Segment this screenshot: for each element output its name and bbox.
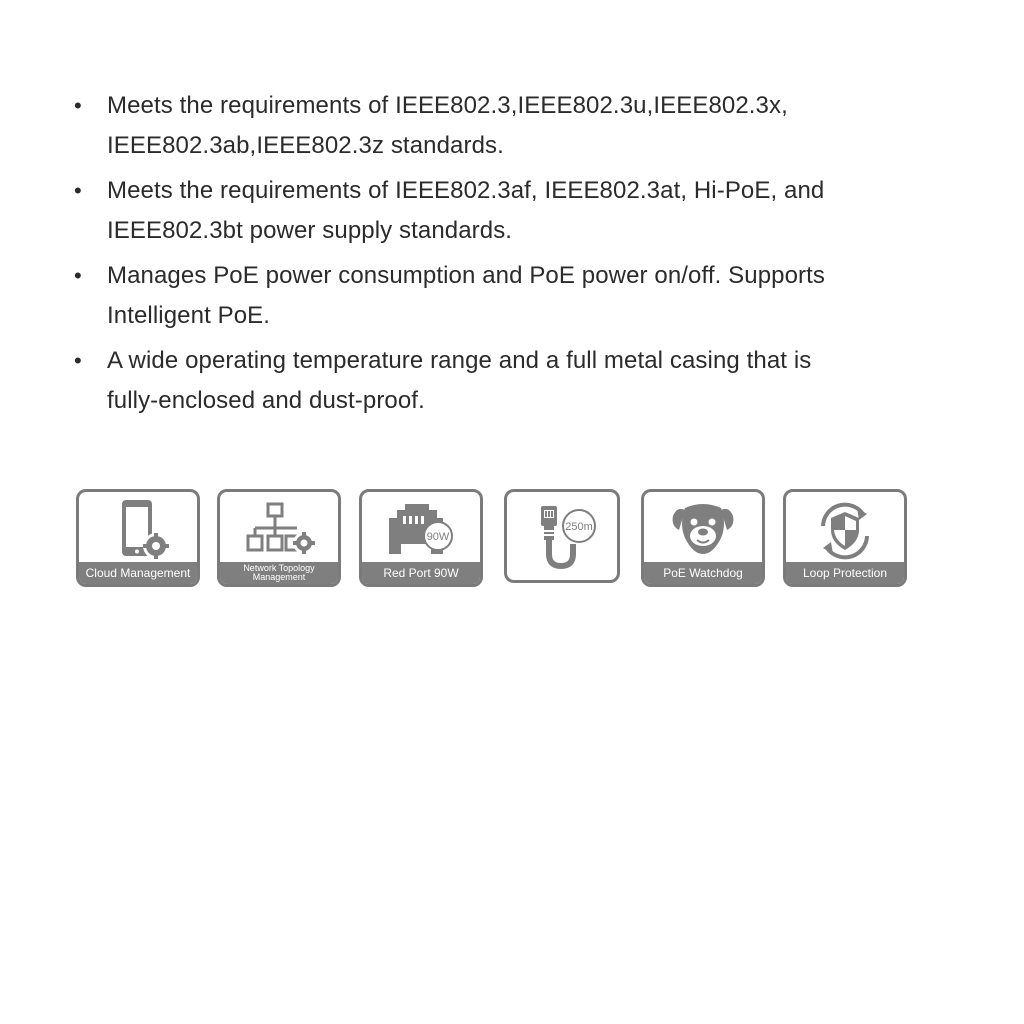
port-wattage: 90W xyxy=(426,531,450,543)
network-topology-icon xyxy=(220,496,338,568)
feature-list xyxy=(70,86,930,426)
badge-label-line: Management xyxy=(252,572,306,582)
badge-network-topology xyxy=(217,489,341,587)
badge-poe-watchdog xyxy=(641,489,765,587)
feature-item-standards xyxy=(70,86,930,166)
badge-cable-distance xyxy=(504,489,620,583)
cable-250m-icon xyxy=(507,496,617,568)
bullet: • xyxy=(74,178,82,203)
feature-item-power-standards xyxy=(70,171,930,251)
badge-label: Red Port 90W xyxy=(362,562,480,584)
phone-gear-icon xyxy=(79,496,197,568)
feature-line: fully-enclosed and dust-proof. xyxy=(107,387,425,414)
loop-shield-icon xyxy=(786,496,904,568)
badge-label: Loop Protection xyxy=(786,562,904,584)
bullet: • xyxy=(74,93,82,118)
badge-label: PoE Watchdog xyxy=(644,562,762,584)
feature-line: Manages PoE power consumption and PoE power on/off. Supports xyxy=(107,262,825,289)
feature-line: Intelligent PoE. xyxy=(107,302,271,329)
feature-line: Meets the requirements of IEEE802.3af, IEEE802.3at, Hi-PoE, and xyxy=(107,177,825,204)
badge-red-port xyxy=(359,489,483,587)
badge-label: Cloud Management xyxy=(79,562,197,584)
bullet: • xyxy=(74,348,82,373)
badge-cloud-management xyxy=(76,489,200,587)
feature-item-poe-management xyxy=(70,256,930,336)
feature-line: A wide operating temperature range and a full metal casing that is xyxy=(107,347,812,374)
feature-badges xyxy=(76,489,916,593)
badge-loop-protection xyxy=(783,489,907,587)
cable-length: 250m xyxy=(565,521,593,533)
feature-item-casing xyxy=(70,341,930,421)
feature-line: IEEE802.3ab,IEEE802.3z standards. xyxy=(107,132,504,159)
dog-icon xyxy=(644,496,762,568)
port-90w-icon xyxy=(362,496,480,568)
feature-line: Meets the requirements of IEEE802.3,IEEE802.3u,IEEE802.3x, xyxy=(107,92,788,119)
bullet: • xyxy=(74,263,82,288)
badge-label xyxy=(220,562,338,584)
badge-label-line: Network Topology xyxy=(243,563,315,573)
feature-line: IEEE802.3bt power supply standards. xyxy=(107,217,513,244)
